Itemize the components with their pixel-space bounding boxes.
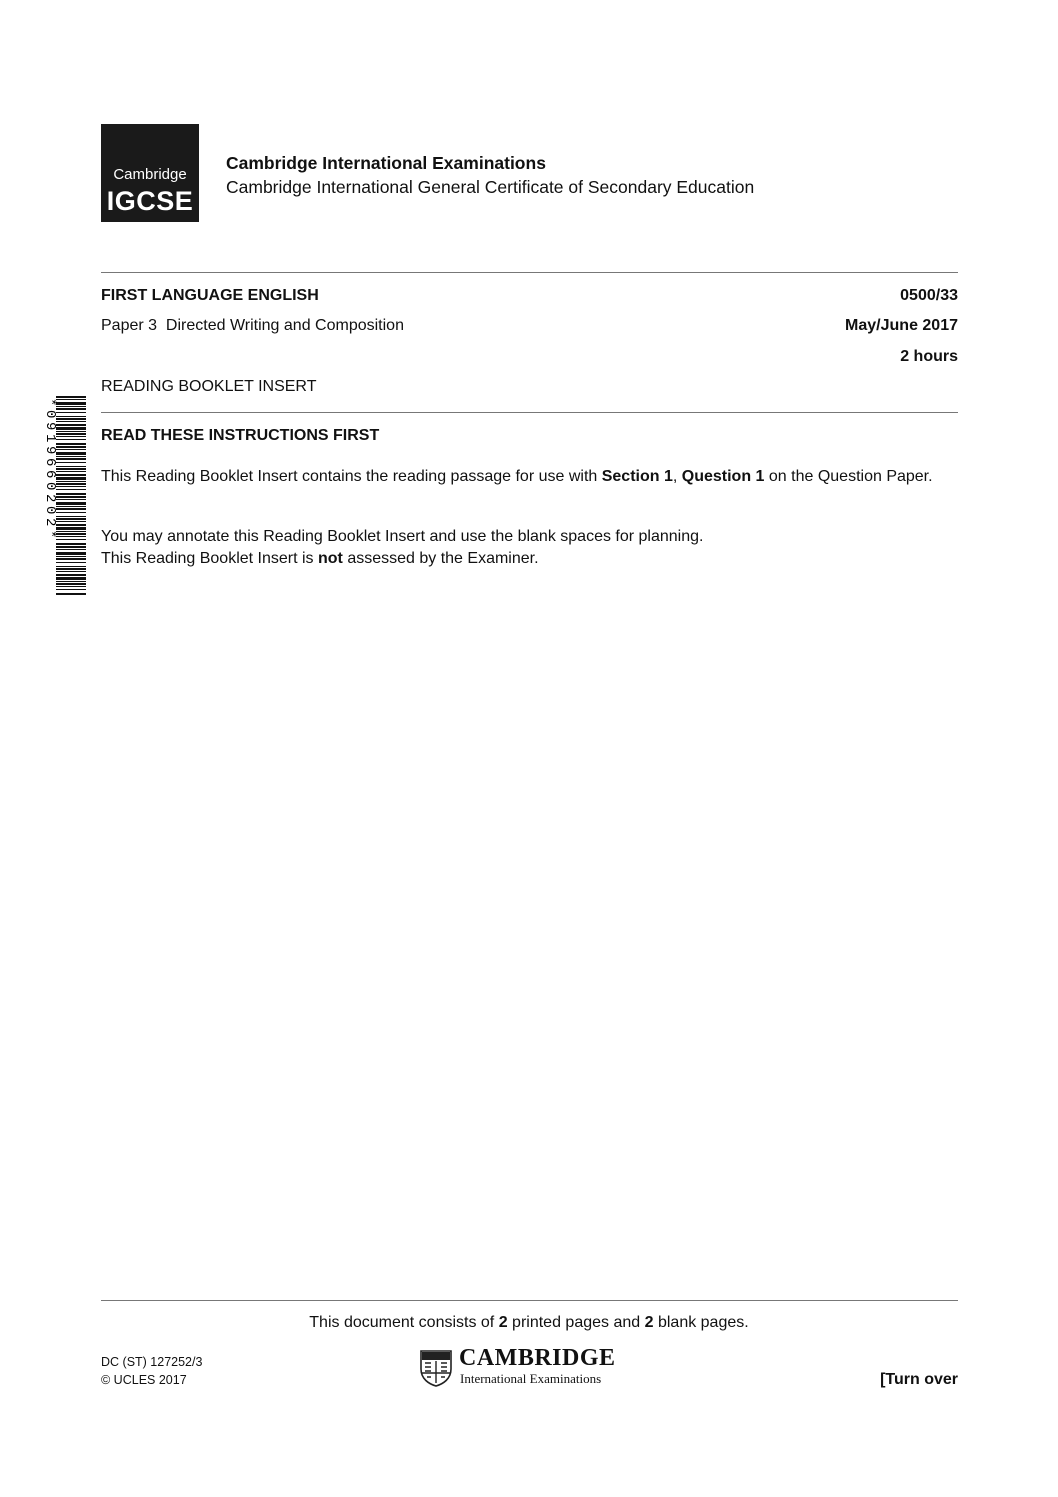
barcode-bar [56,458,86,460]
exam-session: May/June 2017 [845,317,958,334]
barcode-bar [56,466,86,467]
barcode-bar [56,416,86,417]
barcode-bar [56,556,86,557]
logo-line-2: IGCSE [106,186,194,216]
p3-not: not [318,550,343,567]
barcode-bar [56,571,86,572]
blank-pages-count: 2 [644,1314,654,1331]
logo-line-1: Cambridge [113,166,187,183]
note-a: This document consists of [309,1314,499,1331]
barcode-bar [56,531,86,532]
barcode-bar [56,581,86,582]
barcode-bar [56,512,86,513]
barcode-bar [56,471,86,472]
barcode-bar [56,527,86,530]
p1-text-a: This Reading Booklet Insert contains the reading passage for use with [101,468,602,485]
barcode-bar [56,558,86,560]
instruction-paragraph-1 [101,466,961,487]
barcode-bar [56,486,86,487]
barcode-bar [56,456,86,457]
barcode-bar [56,593,86,595]
barcode-bar [56,477,86,480]
cambridge-crest-icon [419,1349,453,1387]
barcode-bar [56,586,86,587]
barcode-bar [56,424,86,426]
barcode-bar [56,524,86,526]
barcode-bar [56,433,86,435]
turn-over: [Turn over [880,1371,958,1388]
barcode-bar [56,566,86,567]
p1-section: Section 1 [601,468,673,485]
barcode-bar [56,516,86,517]
barcode-bar [56,468,86,470]
barcode-bar [56,533,86,535]
document-reference: DC (ST) 127252/3 [101,1355,203,1369]
barcode [36,396,86,598]
barcode-bar [56,536,86,537]
barcode-bar [56,402,86,405]
p1-question: Question 1 [681,468,765,485]
barcode-bar [56,443,86,445]
barcode-bars [56,396,86,595]
barcode-bar [56,436,86,437]
barcode-bar [56,481,86,482]
paper-name: Paper 3 Directed Writing and Composition [101,317,404,334]
instruction-paragraph-2: You may annotate this Reading Booklet Insert and use the blank spaces for planning. [101,528,704,545]
printed-pages-count: 2 [498,1314,508,1331]
barcode-bar [56,418,86,420]
barcode-bar [56,539,86,540]
p3-text-c: assessed by the Examiner. [342,550,539,567]
barcode-bar [56,399,86,400]
barcode-bar [56,577,86,580]
barcode-bar [56,562,86,563]
barcode-text: *0919660202* [42,398,58,543]
barcode-bar [56,462,86,463]
barcode-bar [56,552,86,555]
p3-text-a: This Reading Booklet Insert is [101,550,318,567]
note-c: printed pages and [507,1314,645,1331]
subject-title: FIRST LANGUAGE ENGLISH [101,287,319,304]
barcode-bar [56,508,86,510]
barcode-bar [56,396,86,398]
exam-duration: 2 hours [900,348,958,365]
barcode-bar [56,439,86,440]
cambridge-wordmark: CAMBRIDGE [459,1345,616,1371]
cambridge-wordmark-subtitle: International Examinations [460,1371,602,1386]
barcode-bar [56,489,86,490]
barcode-bar [56,483,86,485]
p1-text-c: , [672,468,682,485]
barcode-bar [56,518,86,520]
document-page-count [0,1314,1058,1332]
instruction-paragraph-3 [101,548,539,570]
barcode-bar [56,474,86,476]
barcode-bar [56,408,86,410]
cambridge-igcse-logo [101,124,199,222]
barcode-bar [56,431,86,432]
barcode-bar [56,506,86,507]
copyright: © UCLES 2017 [101,1373,187,1387]
barcode-bar [56,568,86,570]
barcode-bar [56,499,86,500]
org-name: Cambridge International Examinations [226,153,546,173]
barcode-bar [56,574,86,576]
p1-text-e: on the Question Paper. [764,468,933,485]
instructions-heading: READ THESE INSTRUCTIONS FIRST [101,427,380,444]
barcode-bar [56,493,86,495]
barcode-bar [56,496,86,498]
footer-divider [101,1300,958,1301]
barcode-bar [56,589,86,590]
barcode-bar [56,521,86,522]
org-subtitle: Cambridge International General Certificate of Secondary Education [226,177,755,197]
barcode-bar [56,583,86,585]
barcode-bar [56,446,86,448]
barcode-bar [56,449,86,450]
barcode-bar [56,452,86,455]
top-divider [101,272,958,273]
barcode-bar [56,421,86,422]
barcode-bar [56,502,86,505]
barcode-bar [56,412,86,413]
insert-type: READING BOOKLET INSERT [101,378,317,395]
paper-code: 0500/33 [900,287,958,304]
barcode-bar [56,543,86,545]
barcode-bar [56,546,86,548]
barcode-bar [56,427,86,430]
note-e: blank pages. [653,1314,749,1331]
instructions-divider [101,412,958,413]
barcode-bar [56,549,86,550]
barcode-bar [56,406,86,407]
